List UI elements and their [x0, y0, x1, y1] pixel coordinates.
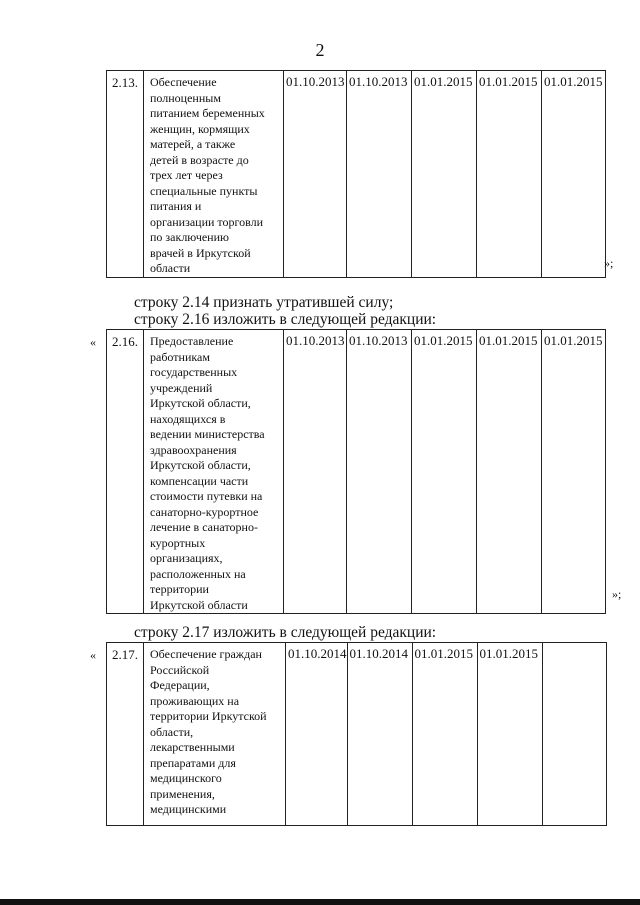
row-description: Обеспечение граждан Российской Федерации, проживающих на территории Иркутской области, лекарственными препаратами для медицинского применения, медицинскими — [144, 643, 286, 826]
date-cell: 01.01.2015 — [412, 71, 477, 278]
instruction-line: строку 2.17 изложить в следующей редакции: — [134, 624, 437, 641]
date-cell: 01.10.2014 — [286, 643, 348, 826]
opening-quote: « — [90, 648, 96, 662]
page-number: 2 — [315, 40, 325, 60]
table-row-2-16 — [106, 329, 606, 614]
date-cell: 01.01.2015 — [412, 330, 477, 614]
date-cell: 01.01.2015 — [477, 643, 542, 826]
scan-bottom-edge — [0, 899, 640, 905]
date-cell: 01.01.2015 — [542, 330, 606, 614]
date-cell: 01.10.2014 — [347, 643, 412, 826]
date-cell: 01.10.2013 — [284, 71, 347, 278]
opening-quote: « — [90, 335, 96, 349]
row-description: Предоставление работникам государственных учреждений Иркутской области, находящихся в ведении министерства здравоохранения Иркутской области, компенсации части стоимости путевки на санаторно-курортное лечение в санаторно- курортных организациях, расположенных на территории Иркутской области — [144, 330, 284, 614]
date-cell: 01.01.2015 — [477, 330, 542, 614]
row-number: 2.16. — [107, 330, 144, 614]
row-description: Обеспечение полноценным питанием беременных женщин, кормящих матерей, а также детей в возрасте до трех лет через специальные пункты питания и организации торговли по заключению врачей в Иркутской области — [144, 71, 284, 278]
date-cell: 01.10.2013 — [347, 71, 412, 278]
date-cell: 01.01.2015 — [477, 71, 542, 278]
table-row-2-17 — [106, 642, 607, 826]
date-cell: 01.10.2013 — [284, 330, 347, 614]
closing-quote: »; — [612, 587, 622, 601]
date-cell — [542, 643, 606, 826]
date-cell: 01.10.2013 — [347, 330, 412, 614]
closing-quote: »; — [604, 256, 614, 270]
row-number: 2.17. — [107, 643, 144, 826]
instruction-line: строку 2.14 признать утратившей силу; — [134, 294, 394, 311]
table-row-2-13 — [106, 70, 606, 278]
instruction-line: строку 2.16 изложить в следующей редакции: — [134, 311, 437, 328]
date-cell: 01.01.2015 — [542, 71, 606, 278]
row-number: 2.13. — [107, 71, 144, 278]
date-cell: 01.01.2015 — [412, 643, 477, 826]
